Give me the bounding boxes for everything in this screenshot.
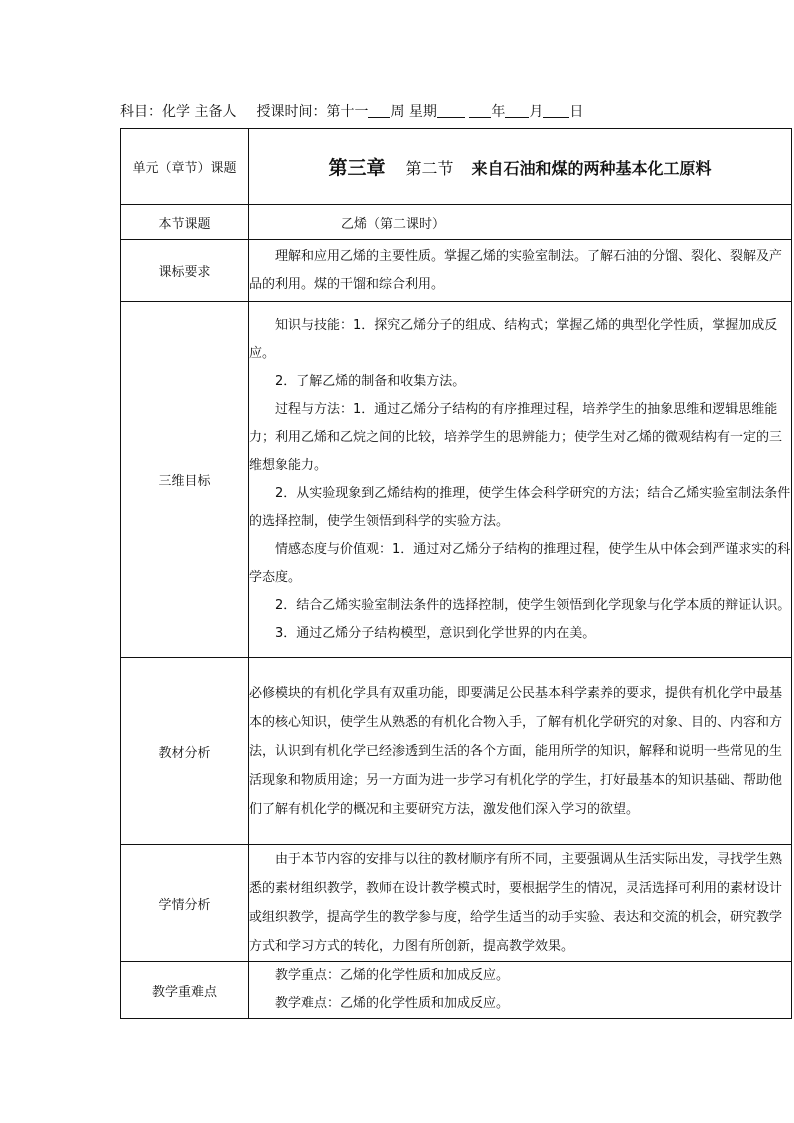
year-blank (469, 103, 491, 118)
month-blank (505, 103, 529, 118)
standard-cell (249, 240, 792, 302)
unit-title-chapter: 第三章 (328, 157, 386, 179)
goal-item: 2．结合乙烯实验室制法条件的选择控制，使学生领悟到化学现象与化学本质的辩证认识。 (275, 597, 791, 613)
header-month-label: 月 (529, 104, 544, 120)
students-row (121, 845, 792, 962)
material-text: 必修模块的有机化学具有双重功能，即要满足公民基本科学素养的要求，提供有机化学中最基本的核心知识，使学生从熟悉的有机化合物入手，了解有机化学研究的对象、目的、内容和方法，认识到有机化学已经渗透到生活的各个方面，能用所学的知识，解释和说明一些常见的生活现象和物质用途；另一方面为进一步学习有机化学的学生，打好最基本的知识基础、帮助他们了解有机化学的概况和主要研究方法，激发他们深入学习的欲望。 (249, 685, 783, 817)
goals-row (121, 302, 792, 658)
unit-label: 单元（章节）课题 (121, 129, 249, 205)
topic-label: 本节课题 (121, 205, 249, 240)
goals-label: 三维目标 (121, 302, 249, 658)
students-cell (249, 845, 792, 962)
keypoints-cell (249, 962, 792, 1019)
keypoints-label: 教学重难点 (121, 962, 249, 1019)
day-blank (543, 103, 569, 118)
standard-text: 理解和应用乙烯的主要性质。掌握乙烯的实验室制法。了解石油的分馏、裂化、裂解及产品的利用。煤的干馏和综合利用。 (249, 248, 783, 292)
goal-item: 2．了解乙烯的制备和收集方法。 (275, 373, 466, 389)
standard-label: 课标要求 (121, 240, 249, 302)
header-day-label: 日 (569, 104, 584, 120)
standard-row (121, 240, 792, 302)
goal-item: 过程与方法：1．通过乙烯分子结构的有序推理过程，培养学生的抽象思维和逻辑思维能力；利用乙烯和乙烷之间的比较，培养学生的思辨能力；使学生对乙烯的微观结构有一定的三维想象能力。 (249, 401, 783, 473)
header-line (120, 102, 680, 122)
goals-cell (249, 302, 792, 658)
material-row (121, 658, 792, 845)
unit-title-text: 来自石油和煤的两种基本化工原料 (471, 159, 712, 178)
lesson-plan-table (120, 128, 792, 1019)
key-point: 教学重点：乙烯的化学性质和加成反应。 (275, 968, 510, 983)
topic-row (121, 205, 792, 240)
keypoints-row (121, 962, 792, 1019)
topic-value: 乙烯（第二课时） (249, 205, 792, 240)
students-label: 学情分析 (121, 845, 249, 962)
material-label: 教材分析 (121, 658, 249, 845)
unit-title (249, 153, 791, 180)
material-cell (249, 658, 792, 845)
difficult-point: 教学难点：乙烯的化学性质和加成反应。 (275, 996, 510, 1011)
unit-row (121, 129, 792, 205)
header-week-label: 周 星期 (390, 104, 437, 120)
goal-item: 2．从实验现象到乙烯结构的推理，使学生体会科学研究的方法；结合乙烯实验室制法条件的选择控制，使学生领悟到科学的实验方法。 (249, 485, 791, 529)
header-time-label: 授课时间：第十一 (256, 104, 369, 120)
students-text: 由于本节内容的安排与以往的教材顺序有所不同，主要强调从生活实际出发，寻找学生熟悉的素材组织教学，教师在设计教学模式时，要根据学生的情况，灵活选择可利用的素材设计或组织教学，提高学生的教学参与度，给学生适当的动手实验、表达和交流的机会，研究教学方式和学习方式的转化，力图有所创新，提高教学效果。 (249, 852, 783, 954)
weekday-blank (437, 103, 465, 118)
header-subject: 科目：化学 主备人 (120, 104, 237, 120)
goal-item: 3．通过乙烯分子结构模型，意识到化学世界的内在美。 (275, 625, 596, 641)
goal-item: 情感态度与价值观：1．通过对乙烯分子结构的推理过程，使学生从中体会到严谨求实的科学态度。 (249, 541, 791, 585)
unit-title-section: 第二节 (405, 159, 454, 178)
week-number-blank (368, 103, 390, 118)
unit-title-cell (249, 129, 792, 205)
goal-item: 知识与技能：1．探究乙烯分子的组成、结构式；掌握乙烯的典型化学性质，掌握加成反应。 (249, 317, 778, 361)
header-year-label: 年 (491, 104, 506, 120)
